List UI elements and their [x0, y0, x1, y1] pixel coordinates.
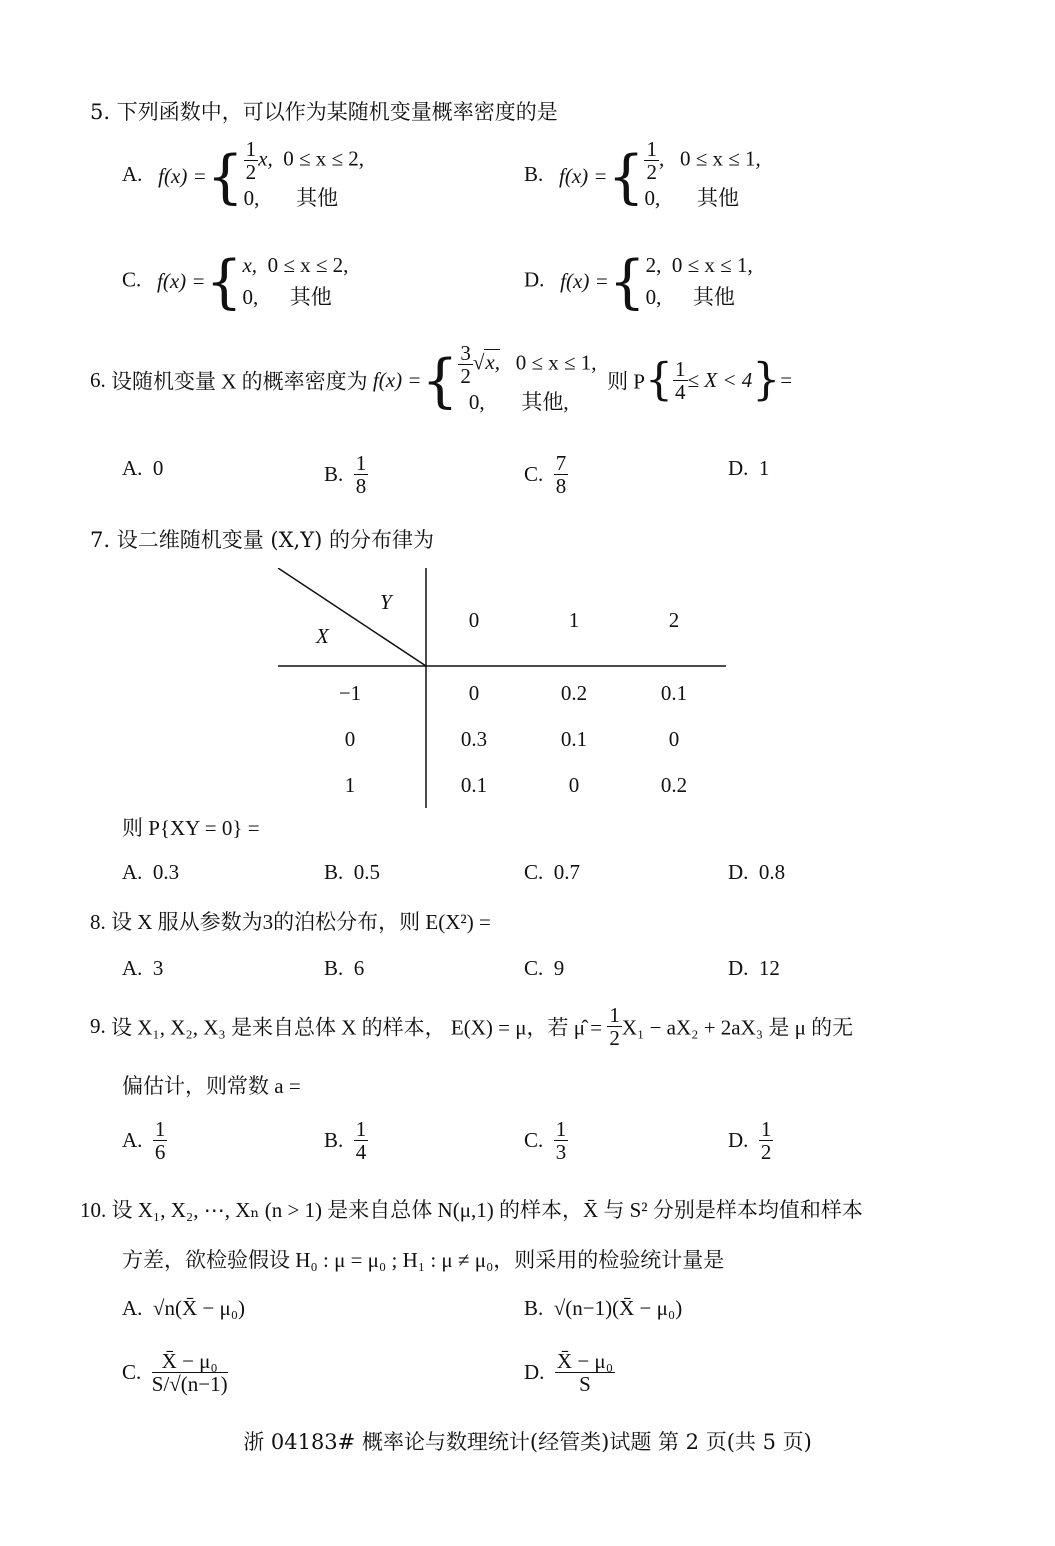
q7-option-d: D. 0.8	[728, 860, 786, 884]
question-number: 7.	[90, 528, 111, 552]
q8-option-c: C. 9	[524, 956, 565, 980]
row-header: 1	[344, 773, 356, 797]
question-10-line2: 方差，欲检验假设 H₀ : μ = μ₀ ; H₁ : μ ≠ μ₀，则采用的检验统计量是	[122, 1248, 725, 1272]
question-9-line2: 偏估计，则常数 a =	[122, 1074, 301, 1098]
question-number: 6.	[90, 367, 106, 392]
q10-option-c: C. $\frac{\text{X̄ − μ₀}}{S/√(n-1)}$	[122, 1349, 228, 1397]
question-5-stem: 5. 下列函数中，可以作为某随机变量概率密度的是	[90, 100, 558, 124]
table-cell: 0.1	[560, 727, 588, 751]
table-cell: 0	[668, 727, 680, 751]
q9-option-c: C. $\frac{1}{3}$	[524, 1117, 567, 1165]
page-footer: 浙 04183# 概率论与数理统计(经管类)试题 第 2 页(共 5 页)	[243, 1430, 812, 1454]
q9-option-a: A. $\frac{1}{6}$	[122, 1117, 166, 1165]
question-number: 8.	[90, 910, 106, 934]
question-7-then: 则 P{XY = 0} =	[122, 816, 260, 840]
q6-option-d: D. 1	[728, 456, 770, 480]
option-label: B.	[524, 162, 544, 187]
table-cell: 0	[568, 773, 580, 797]
option-label: C.	[122, 267, 142, 292]
q5-option-b: B. f(x) ={ $\frac{1}{2}$ , 0 ≤ x ≤ 1, 0, 其他	[524, 137, 761, 211]
col-header: 0	[468, 608, 480, 632]
q7-option-a: A. 0.3	[122, 860, 180, 884]
corner-label-x: X	[316, 624, 329, 648]
q5-option-c: C. f(x) ={ x, 0 ≤ x ≤ 2, 0, 其他	[122, 247, 349, 316]
q10-option-d: D. $\frac{\text{X̄ − μ₀}}{S}$	[524, 1349, 614, 1397]
q6-option-b: B. $\frac{1}{8}$	[324, 451, 367, 499]
question-number: 5.	[90, 100, 111, 124]
q7-option-b: B. 0.5	[324, 860, 381, 884]
corner-label-y: Y	[380, 590, 392, 614]
question-6-stem: 6. 设随机变量 X 的概率密度为 f(x) ={ $\frac{3}{2}$ √x, 0 ≤ x ≤ 1, 0, 其他, 则 P{ $\frac{1}{4}$ ≤ X < 4}=	[90, 341, 793, 415]
q10-option-a: A. √n(X̄ − μ₀)	[122, 1296, 246, 1320]
row-header: −1	[338, 681, 362, 705]
row-header: 0	[344, 727, 356, 751]
q8-option-d: D. 12	[728, 956, 780, 980]
table-cell: 0.1	[660, 681, 688, 705]
question-7-stem: 7. 设二维随机变量 (X,Y) 的分布律为	[90, 528, 434, 552]
q8-option-b: B. 6	[324, 956, 365, 980]
q8-option-a: A. 3	[122, 956, 164, 980]
q5-option-a: A. f(x) ={ $\frac{1}{2}$ x, 0 ≤ x ≤ 2, 0, 其他	[122, 137, 365, 211]
question-10-line1: 10. 设 X₁, X₂, ⋯, Xₙ (n > 1) 是来自总体 N(μ,1) 的样本，X̄ 与 S² 分别是样本均值和样本	[80, 1198, 863, 1222]
q6-option-c: C. $\frac{7}{8}$	[524, 451, 567, 499]
question-8-stem: 8. 设 X 服从参数为3的泊松分布，则 E(X²) =	[90, 910, 491, 934]
question-9-stem: 9. 设 X₁, X₂, X₃ 是来自总体 X 的样本， E(X) = μ，若 μ̂ = $\frac{1}{2}$ X₁ − aX₂ + 2aX₃ 是 μ 的无	[90, 1003, 854, 1051]
question-number: 10.	[80, 1198, 107, 1222]
table-cell: 0.3	[460, 727, 488, 751]
option-label: D.	[524, 267, 545, 292]
option-label: A.	[122, 162, 143, 187]
q6-option-a: A. 0	[122, 456, 164, 480]
q7-option-c: C. 0.7	[524, 860, 581, 884]
table-cell: 0.2	[560, 681, 588, 705]
table-cell: 0.1	[460, 773, 488, 797]
col-header: 2	[668, 608, 680, 632]
q10-option-b: B. √(n−1)(X̄ − μ₀)	[524, 1296, 683, 1320]
table-cell: 0	[468, 681, 480, 705]
distribution-table	[270, 568, 730, 808]
q9-option-b: B. $\frac{1}{4}$	[324, 1117, 367, 1165]
q5-option-d: D. f(x) ={ 2, 0 ≤ x ≤ 1, 0, 其他	[524, 247, 753, 316]
question-number: 9.	[90, 1014, 106, 1039]
q9-option-d: D. $\frac{1}{2}$	[728, 1117, 772, 1165]
col-header: 1	[568, 608, 580, 632]
table-cell: 0.2	[660, 773, 688, 797]
